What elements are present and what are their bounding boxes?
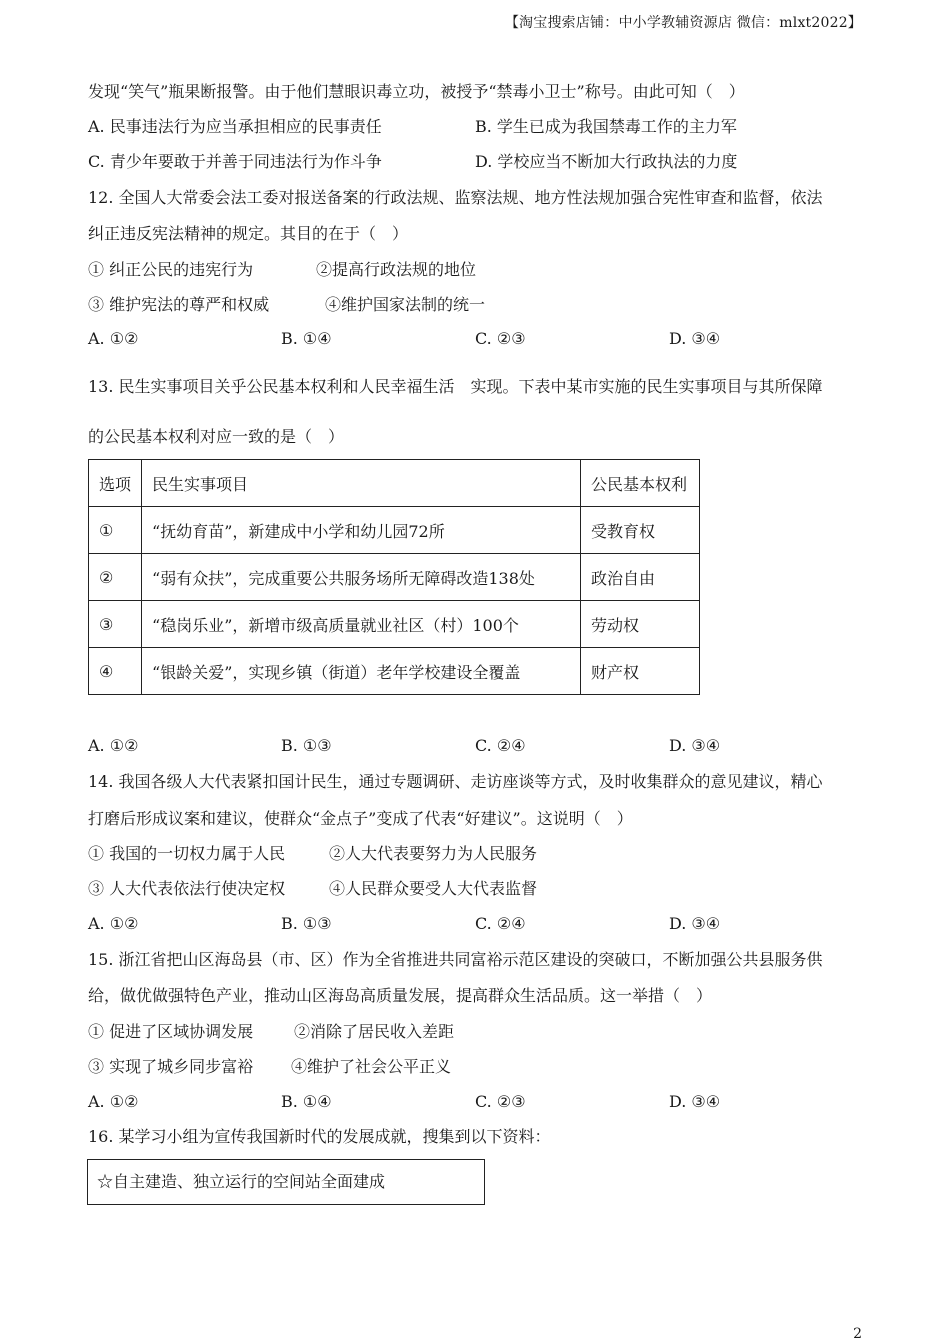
table-cell-right: 受教育权: [581, 507, 700, 554]
table-cell-project: “稳岗乐业”，新增市级高质量就业社区（村）100个: [142, 601, 581, 648]
q15-option-b: B. ①④: [281, 1092, 332, 1111]
q12-option-b: B. ①④: [281, 329, 332, 348]
q11-stem: 发现“笑气”瓶果断报警。由于他们慧眼识毒立功，被授予“禁毒小卫士”称号。由此可知（ ）: [88, 82, 745, 101]
q11-option-d: D. 学校应当不断加大行政执法的力度: [475, 152, 738, 171]
q12-statement-3: ③ 维护宪法的尊严和权威: [88, 295, 270, 314]
q12-option-d: D. ③④: [669, 329, 721, 348]
q14-option-b: B. ①③: [281, 914, 332, 933]
q13-options: [88, 736, 848, 756]
table-cell-project: “弱有众扶”，完成重要公共服务场所无障碍改造138处: [142, 554, 581, 601]
table-row: [89, 648, 700, 695]
q12-option-a: A. ①②: [88, 329, 139, 348]
q12-statement-1: ① 纠正公民的违宪行为: [88, 260, 254, 279]
q14-statement-2: ②人大代表要努力为人民服务: [329, 844, 538, 863]
table-cell-option: ④: [89, 648, 142, 695]
q13-stem-line2: 的公民基本权利对应一致的是（ ）: [88, 427, 345, 446]
table-cell-right: 劳动权: [581, 601, 700, 648]
q15-option-a: A. ①②: [88, 1092, 139, 1111]
q14-option-d: D. ③④: [669, 914, 721, 933]
page-number: 2: [853, 1326, 862, 1342]
q13-option-b: B. ①③: [281, 736, 332, 755]
table-cell-option: ①: [89, 507, 142, 554]
q15-statement-3: ③ 实现了城乡同步富裕: [88, 1057, 254, 1076]
q14-option-a: A. ①②: [88, 914, 139, 933]
q11-option-a: A. 民事违法行为应当承担相应的民事责任: [88, 117, 382, 136]
q14-options: [88, 914, 848, 934]
table-header-row: [89, 460, 700, 507]
table-cell-option: ②: [89, 554, 142, 601]
q15-stem-line2: 给，做优做强特色产业，推动山区海岛高质量发展，提高群众生活品质。这一举措（ ）: [88, 986, 713, 1005]
q14-option-c: C. ②④: [475, 914, 526, 933]
q16-stem: 16. 某学习小组为宣传我国新时代的发展成就，搜集到以下资料：: [88, 1127, 551, 1146]
table-cell-right: 财产权: [581, 648, 700, 695]
q12-statement-2: ②提高行政法规的地位: [316, 260, 477, 279]
q15-statement-2: ②消除了居民收入差距: [294, 1022, 455, 1041]
q13-table: [88, 459, 700, 695]
q12-statement-4: ④维护国家法制的统一: [325, 295, 486, 314]
table-row: [89, 601, 700, 648]
q12-option-c: C. ②③: [475, 329, 526, 348]
table-cell-option: ③: [89, 601, 142, 648]
q14-stem-line2: 打磨后形成议案和建议，使群众“金点子”变成了代表“好建议”。这说明（ ）: [88, 809, 633, 828]
table-cell-right: 政治自由: [581, 554, 700, 601]
q13-stem-line1: 13. 民生实事项目关乎公民基本权利和人民幸福生活 实现。下表中某市实施的民生实事项目与其所保障: [88, 377, 823, 396]
q15-options: [88, 1092, 848, 1112]
q13-option-a: A. ①②: [88, 736, 139, 755]
q11-option-c: C. 青少年要敢于并善于同违法行为作斗争: [88, 152, 382, 171]
q15-statement-4: ④维护了社会公平正义: [291, 1057, 452, 1076]
q14-statement-3: ③ 人大代表依法行使决定权: [88, 879, 286, 898]
table-header-cell: 公民基本权利: [581, 460, 700, 507]
q15-stem-line1: 15. 浙江省把山区海岛县（市、区）作为全省推进共同富裕示范区建设的突破口，不断加强公共县服务供: [88, 950, 823, 969]
q15-statement-1: ① 促进了区域协调发展: [88, 1022, 254, 1041]
table-row: [89, 554, 700, 601]
q12-options: [88, 329, 848, 349]
q12-stem-line1: 12. 全国人大常委会法工委对报送备案的行政法规、监察法规、地方性法规加强合宪性审查和监督，依法: [88, 188, 823, 207]
q13-option-d: D. ③④: [669, 736, 721, 755]
table-row: [89, 507, 700, 554]
q12-stem-line2: 纠正违反宪法精神的规定。其目的在于（ ）: [88, 224, 409, 243]
q14-statement-1: ① 我国的一切权力属于人民: [88, 844, 286, 863]
table-cell-project: “抚幼育苗”，新建成中小学和幼儿园72所: [142, 507, 581, 554]
q11-option-b: B. 学生已成为我国禁毒工作的主力军: [475, 117, 737, 136]
q13-option-c: C. ②④: [475, 736, 526, 755]
q16-material-box: ☆自主建造、独立运行的空间站全面建成: [87, 1159, 485, 1205]
q14-stem-line1: 14. 我国各级人大代表紧扣国计民生，通过专题调研、走访座谈等方式，及时收集群众的意见建议，精心: [88, 772, 823, 791]
q14-statement-4: ④人民群众要受人大代表监督: [329, 879, 538, 898]
page-header: 【淘宝搜索店铺：中小学教辅资源店 微信：mlxt2022】: [504, 15, 862, 31]
q15-option-c: C. ②③: [475, 1092, 526, 1111]
table-cell-project: “银龄关爱”，实现乡镇（街道）老年学校建设全覆盖: [142, 648, 581, 695]
q15-option-d: D. ③④: [669, 1092, 721, 1111]
table-header-cell: 民生实事项目: [142, 460, 581, 507]
table-header-cell: 选项: [89, 460, 142, 507]
